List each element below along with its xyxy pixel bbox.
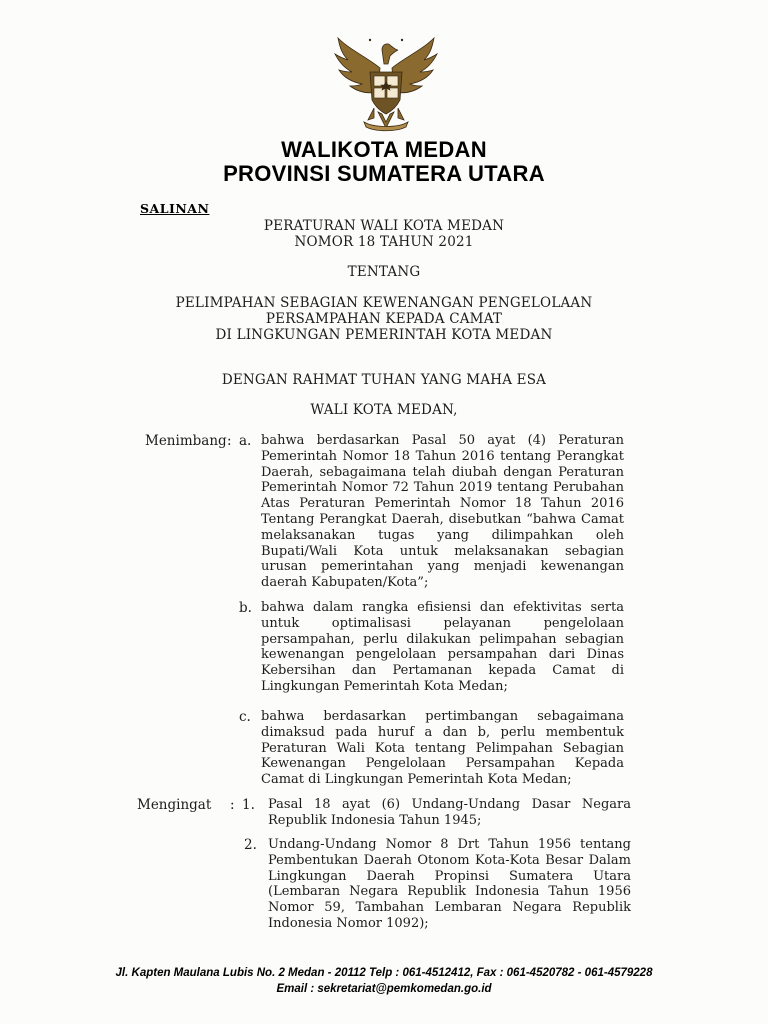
- footer-address: Jl. Kapten Maulana Lubis No. 2 Medan - 20112 Telp : 061-4512412, Fax : 061-4520782 - 061-4579228: [115, 967, 653, 979]
- tentang-label: TENTANG: [347, 264, 421, 280]
- regulation-title: PERATURAN WALI KOTA MEDAN: [263, 218, 505, 234]
- menimbang-marker-b: b.: [239, 600, 252, 616]
- mengingat-label: Mengingat: [137, 797, 212, 813]
- subject-line-2: PERSAMPAHAN KEPADA CAMAT: [265, 311, 503, 327]
- mengingat-item-1: Pasal 18 ayat (6) Undang-Undang Dasar Negara Republik Indonesia Tahun 1945;: [268, 797, 631, 828]
- menimbang-colon: :: [227, 433, 232, 449]
- copy-stamp: SALINAN: [140, 201, 210, 216]
- subject-line-3: DI LINGKUNGAN PEMERINTAH KOTA MEDAN: [215, 327, 553, 343]
- mengingat-marker-2: 2.: [244, 837, 257, 853]
- mengingat-item-2: Undang-Undang Nomor 8 Drt Tahun 1956 tentang Pembentukan Daerah Otonom Kota-Kota Besar Dalam Lingkungan Daerah Propinsi Sumatera Utara (Lembaran Negara Republik Indonesia Tahun 1956 Nomor 59, Tambahan Lembaran Negara Republik Indonesia Nomor 1092);: [268, 837, 631, 931]
- mengingat-colon: :: [230, 797, 235, 813]
- menimbang-marker-a: a.: [239, 433, 252, 449]
- mengingat-marker-1: 1.: [242, 797, 255, 813]
- menimbang-item-b: bahwa dalam rangka efisiensi dan efektivitas serta untuk optimalisasi pelayanan pengelolaan persampahan, perlu dilakukan pelimpahan sebagian kewenangan pengelolaan persampahan dari Dinas Kebersihan dan Pertamanan kepada Camat di Lingkungan Pemerintah Kota Medan;: [261, 600, 624, 694]
- header-province: PROVINSI SUMATERA UTARA: [223, 161, 545, 186]
- menimbang-label: Menimbang: [145, 433, 227, 449]
- menimbang-item-a: bahwa berdasarkan Pasal 50 ayat (4) Peraturan Pemerintah Nomor 18 Tahun 2016 tentang Perangkat Daerah, sebagaimana telah diubah dengan Peraturan Pemerintah Nomor 72 Tahun 2019 tentang Perubahan Atas Peraturan Pemerintah Nomor 18 Tahun 2016 Tentang Perangkat Daerah, disebutkan “bahwa Camat melaksanakan tugas yang dilimpahkan oleh Bupati/Wali Kota untuk melaksanakan sebagian urusan pemerintahan yang menjadi kewenangan daerah Kabupaten/Kota”;: [261, 433, 624, 591]
- garuda-pancasila-emblem-icon: [330, 28, 442, 140]
- authority-line: WALI KOTA MEDAN,: [310, 402, 458, 418]
- subject-line-1: PELIMPAHAN SEBAGIAN KEWENANGAN PENGELOLAAN: [175, 295, 593, 311]
- menimbang-item-c: bahwa berdasarkan pertimbangan sebagaimana dimaksud pada huruf a dan b, perlu membentuk Peraturan Wali Kota tentang Pelimpahan Sebagian Kewenangan Pengelolaan Persampahan Kepada Camat di Lingkungan Pemerintah Kota Medan;: [261, 709, 624, 788]
- footer-email: Email : sekretariat@pemkomedan.go.id: [276, 983, 492, 995]
- header-city: WALIKOTA MEDAN: [281, 137, 487, 162]
- regulation-number: NOMOR 18 TAHUN 2021: [294, 234, 474, 250]
- menimbang-marker-c: c.: [239, 709, 251, 725]
- blessing-line: DENGAN RAHMAT TUHAN YANG MAHA ESA: [221, 372, 547, 388]
